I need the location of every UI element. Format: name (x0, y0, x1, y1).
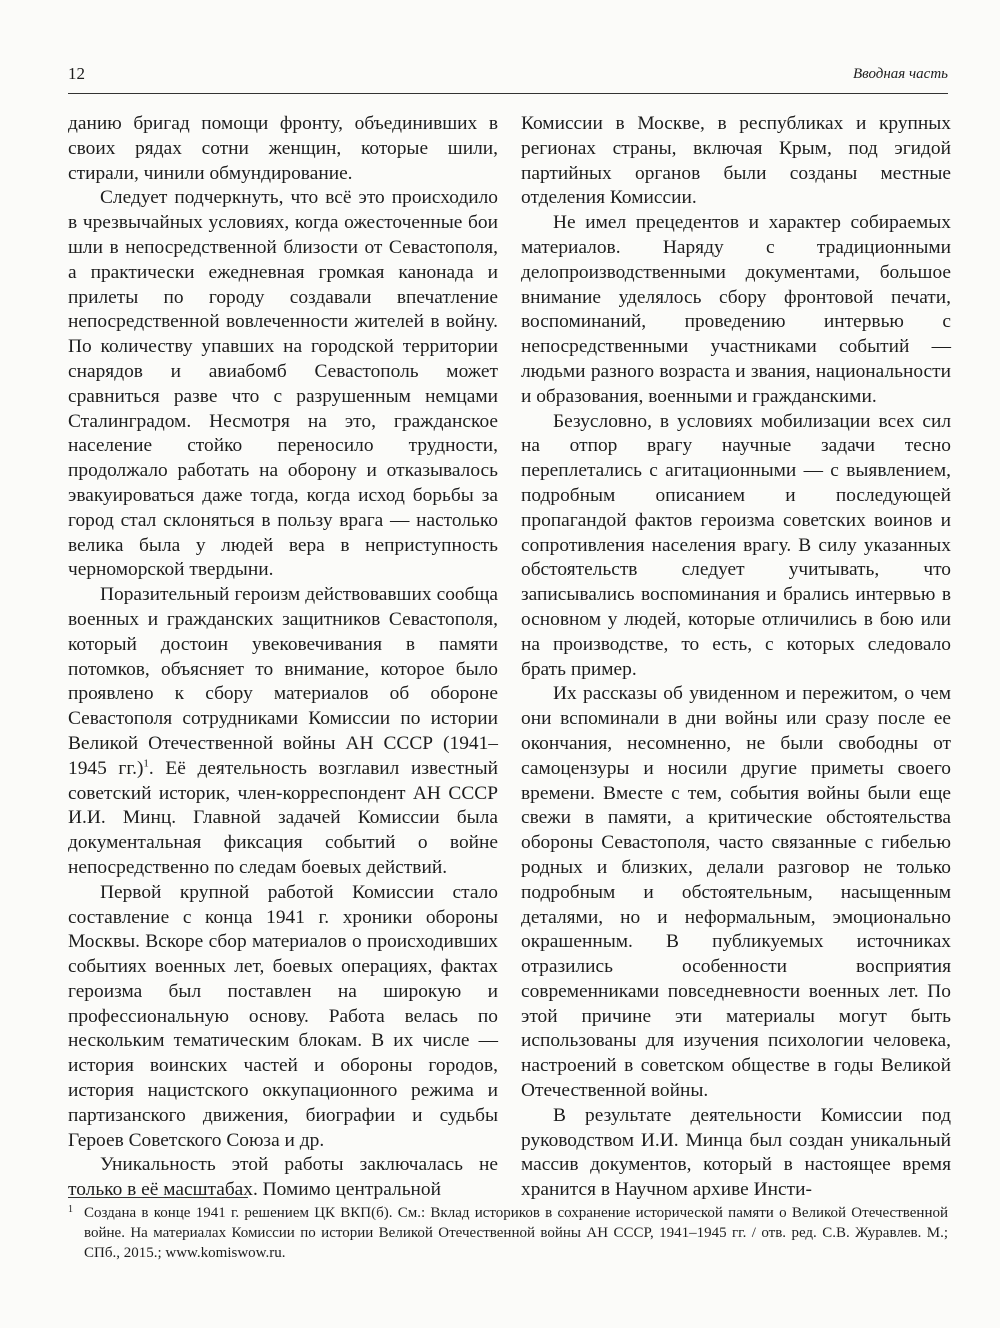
paragraph-text: Не имел прецедентов и характер собираемых материалов. Наряду с традиционными делопроизводственными документами, большое внимание уделялось сбору фронтовой печати, воспоминаний, проведению интервью с непосредственными участниками событий — людьми разного возраста и звания, национальности и образования, военными и гражданскими. (521, 212, 951, 407)
header-rule (68, 93, 948, 94)
running-head: Вводная часть (852, 66, 948, 82)
paragraph (68, 112, 498, 186)
footnote (68, 1203, 948, 1263)
paragraph-text: данию бригад помощи фронту, объединивших в своих рядах сотни женщин, которые шили, стирали, чинили обмундирование. (68, 113, 498, 184)
paragraph (68, 583, 498, 881)
paragraph-text: Уникальность этой работы заключалась не только в её масштабах. Помимо центральной (68, 1154, 498, 1201)
footnote-text: Создана в конце 1941 г. решением ЦК ВКП(б). См.: Вклад историков в сохранение исторической памяти о Великой Отечественной войне. На материалах Комиссии по истории Великой Отечественной войны АН СССР, 1941–1945 гг. / отв. ред. С.В. Журавлев. М.; СПб., 2015.; www.komiswow.ru. (84, 1205, 948, 1261)
footnote-ref[interactable]: 1 (143, 757, 149, 770)
paragraph (68, 186, 498, 583)
page-header (68, 64, 948, 90)
paragraph-text: Первой крупной работой Комиссии стало составление с конца 1941 г. хроники обороны Москвы. Вскоре сбор материалов о происходивших событиях военных лет, боевых операциях, фактах героизма был поставлен на широкую и профессиональную основу. Работа велась по нескольким тематическим блокам. В их числе — история воинских частей и обороны городов, история нацистского оккупационного режима и партизанского движения, биографии и судьбы Героев Советского Союза и др. (68, 881, 498, 1151)
paragraph-text: Следует подчеркнуть, что всё это происходило в чрезвычайных условиях, когда ожесточенные бои шли в непосредственной близости от Севастополя, а практически ежедневная громкая канонада и прилеты по городу создавали впечатление непосредственной вовлеченности жителей в войну. По количеству упавших на городской территории снарядов и авиабомб Севастополь может сравниться разве что с разрушенным немцами Сталинградом. Несмотря на это, гражданское население стойко переносило трудности, продолжало работать на оборону и отказывалось эвакуироваться даже тогда, когда исход борьбы за город стал склоняться в пользу врага — настолько велика была у людей вера в неприступность черноморской твердыни. (68, 187, 498, 581)
left-column (68, 112, 498, 1203)
paragraph (68, 1153, 498, 1203)
footnote-mark: 1 (68, 1204, 73, 1215)
paragraph (521, 211, 951, 409)
paragraph-text: Поразительный героизм действовавших сообща военных и гражданских защитников Севастополя, который достоин увековечивания в памяти потомков, объясняет то внимание, которое было проявлено к сбору материалов об обороне Севастополя сотрудниками Комиссии по истории Великой Отечественной войны АН СССР (1941–1945 гг.) (68, 584, 498, 779)
paragraph-text: Комиссии в Москве, в республиках и крупных регионах страны, включая Крым, под эгидой партийных органов были созданы местные отделения Комиссии. (521, 113, 951, 209)
page-number: 12 (68, 64, 85, 83)
paragraph-text: . Её деятельность возглавил известный советский историк, член-корреспондент АН СССР И.И. Минц. Главной задачей Комиссии была документальная фиксация событий о войне непосредственно по следам боевых действий. (68, 757, 499, 878)
paragraph (521, 682, 951, 1104)
footnote-rule (68, 1197, 248, 1198)
paragraph-text: Безусловно, в условиях мобилизации всех сил на отпор врагу научные задачи тесно переплетались с агитационными — с выявлением, подробным описанием и последующей пропагандой фактов героизма советских воинов и сопротивления населения врагу. В силу указанных обстоятельств следует учитывать, что записывались воспоминания и брались интервью в основном у людей, которые отличились в бою или на производстве, то есть, с которых следовало брать пример. (521, 410, 951, 680)
right-column (521, 112, 951, 1203)
paragraph (521, 1104, 951, 1203)
paragraph (68, 881, 498, 1154)
paragraph (521, 410, 951, 683)
paragraph (521, 112, 951, 211)
paragraph-text: Их рассказы об увиденном и пережитом, о чем они вспоминали в дни войны или сразу после ее окончания, несомненно, не были свободны от самоцензуры и носили другие приметы своего времени. Вместе с тем, события войны были еще свежи в памяти, а критические обстоятельства обороны Севастополя, часто связанные с гибелью родных и близких, делали разговор не только подробным и обстоятельным, насыщенным деталями, но и неформальным, эмоционально окрашенным. В публикуемых источниках отразились особенности восприятия современниками повседневности военных лет. По этой причине эти материалы могут быть использованы для изучения психологии человека, настроений в советском обществе в годы Великой Отечественной войны. (521, 683, 951, 1102)
paragraph-text: В результате деятельности Комиссии под руководством И.И. Минца был создан уникальный массив документов, который в настоящее время хранится в Научном архиве Инсти- (521, 1104, 951, 1201)
